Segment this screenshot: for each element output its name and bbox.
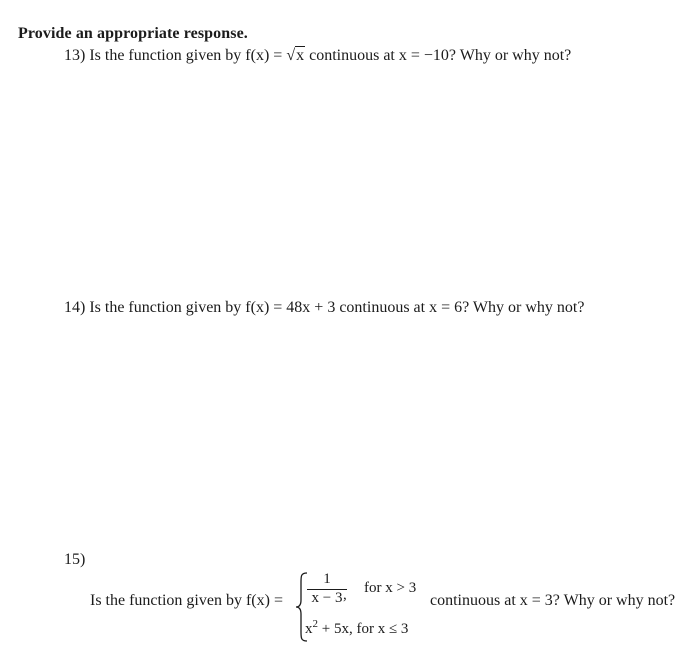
question-15-suffix: continuous at x = 3? Why or why not? [430,592,676,609]
question-13-number: 13) [64,47,86,64]
case2-expression [305,618,408,638]
fraction-numerator: 1 [323,571,331,587]
sqrt-symbol: √ [286,47,296,64]
case1-comma: , [343,587,347,603]
question-13-suffix: continuous at x = −10? Why or why not? [309,47,572,64]
section-heading: Provide an appropriate response. [18,25,248,42]
question-13-prefix: Is the function given by f(x) = [89,47,283,64]
fraction-denominator: x − 3 [311,590,343,606]
question-14-number: 14) [64,299,86,316]
question-14-text: Is the function given by f(x) = 48x + 3 continuous at x = 6? Why or why not? [89,299,585,316]
case2-exponent: 2 [312,618,318,630]
question-15-number: 15) [64,551,86,568]
case1-condition: for x > 3 [364,580,417,596]
case2-base: x [305,621,313,637]
case2-rest: + 5x, for x ≤ 3 [318,621,409,637]
sqrt-radicand: x [296,47,305,64]
question-15-prefix: Is the function given by f(x) = [90,592,283,609]
